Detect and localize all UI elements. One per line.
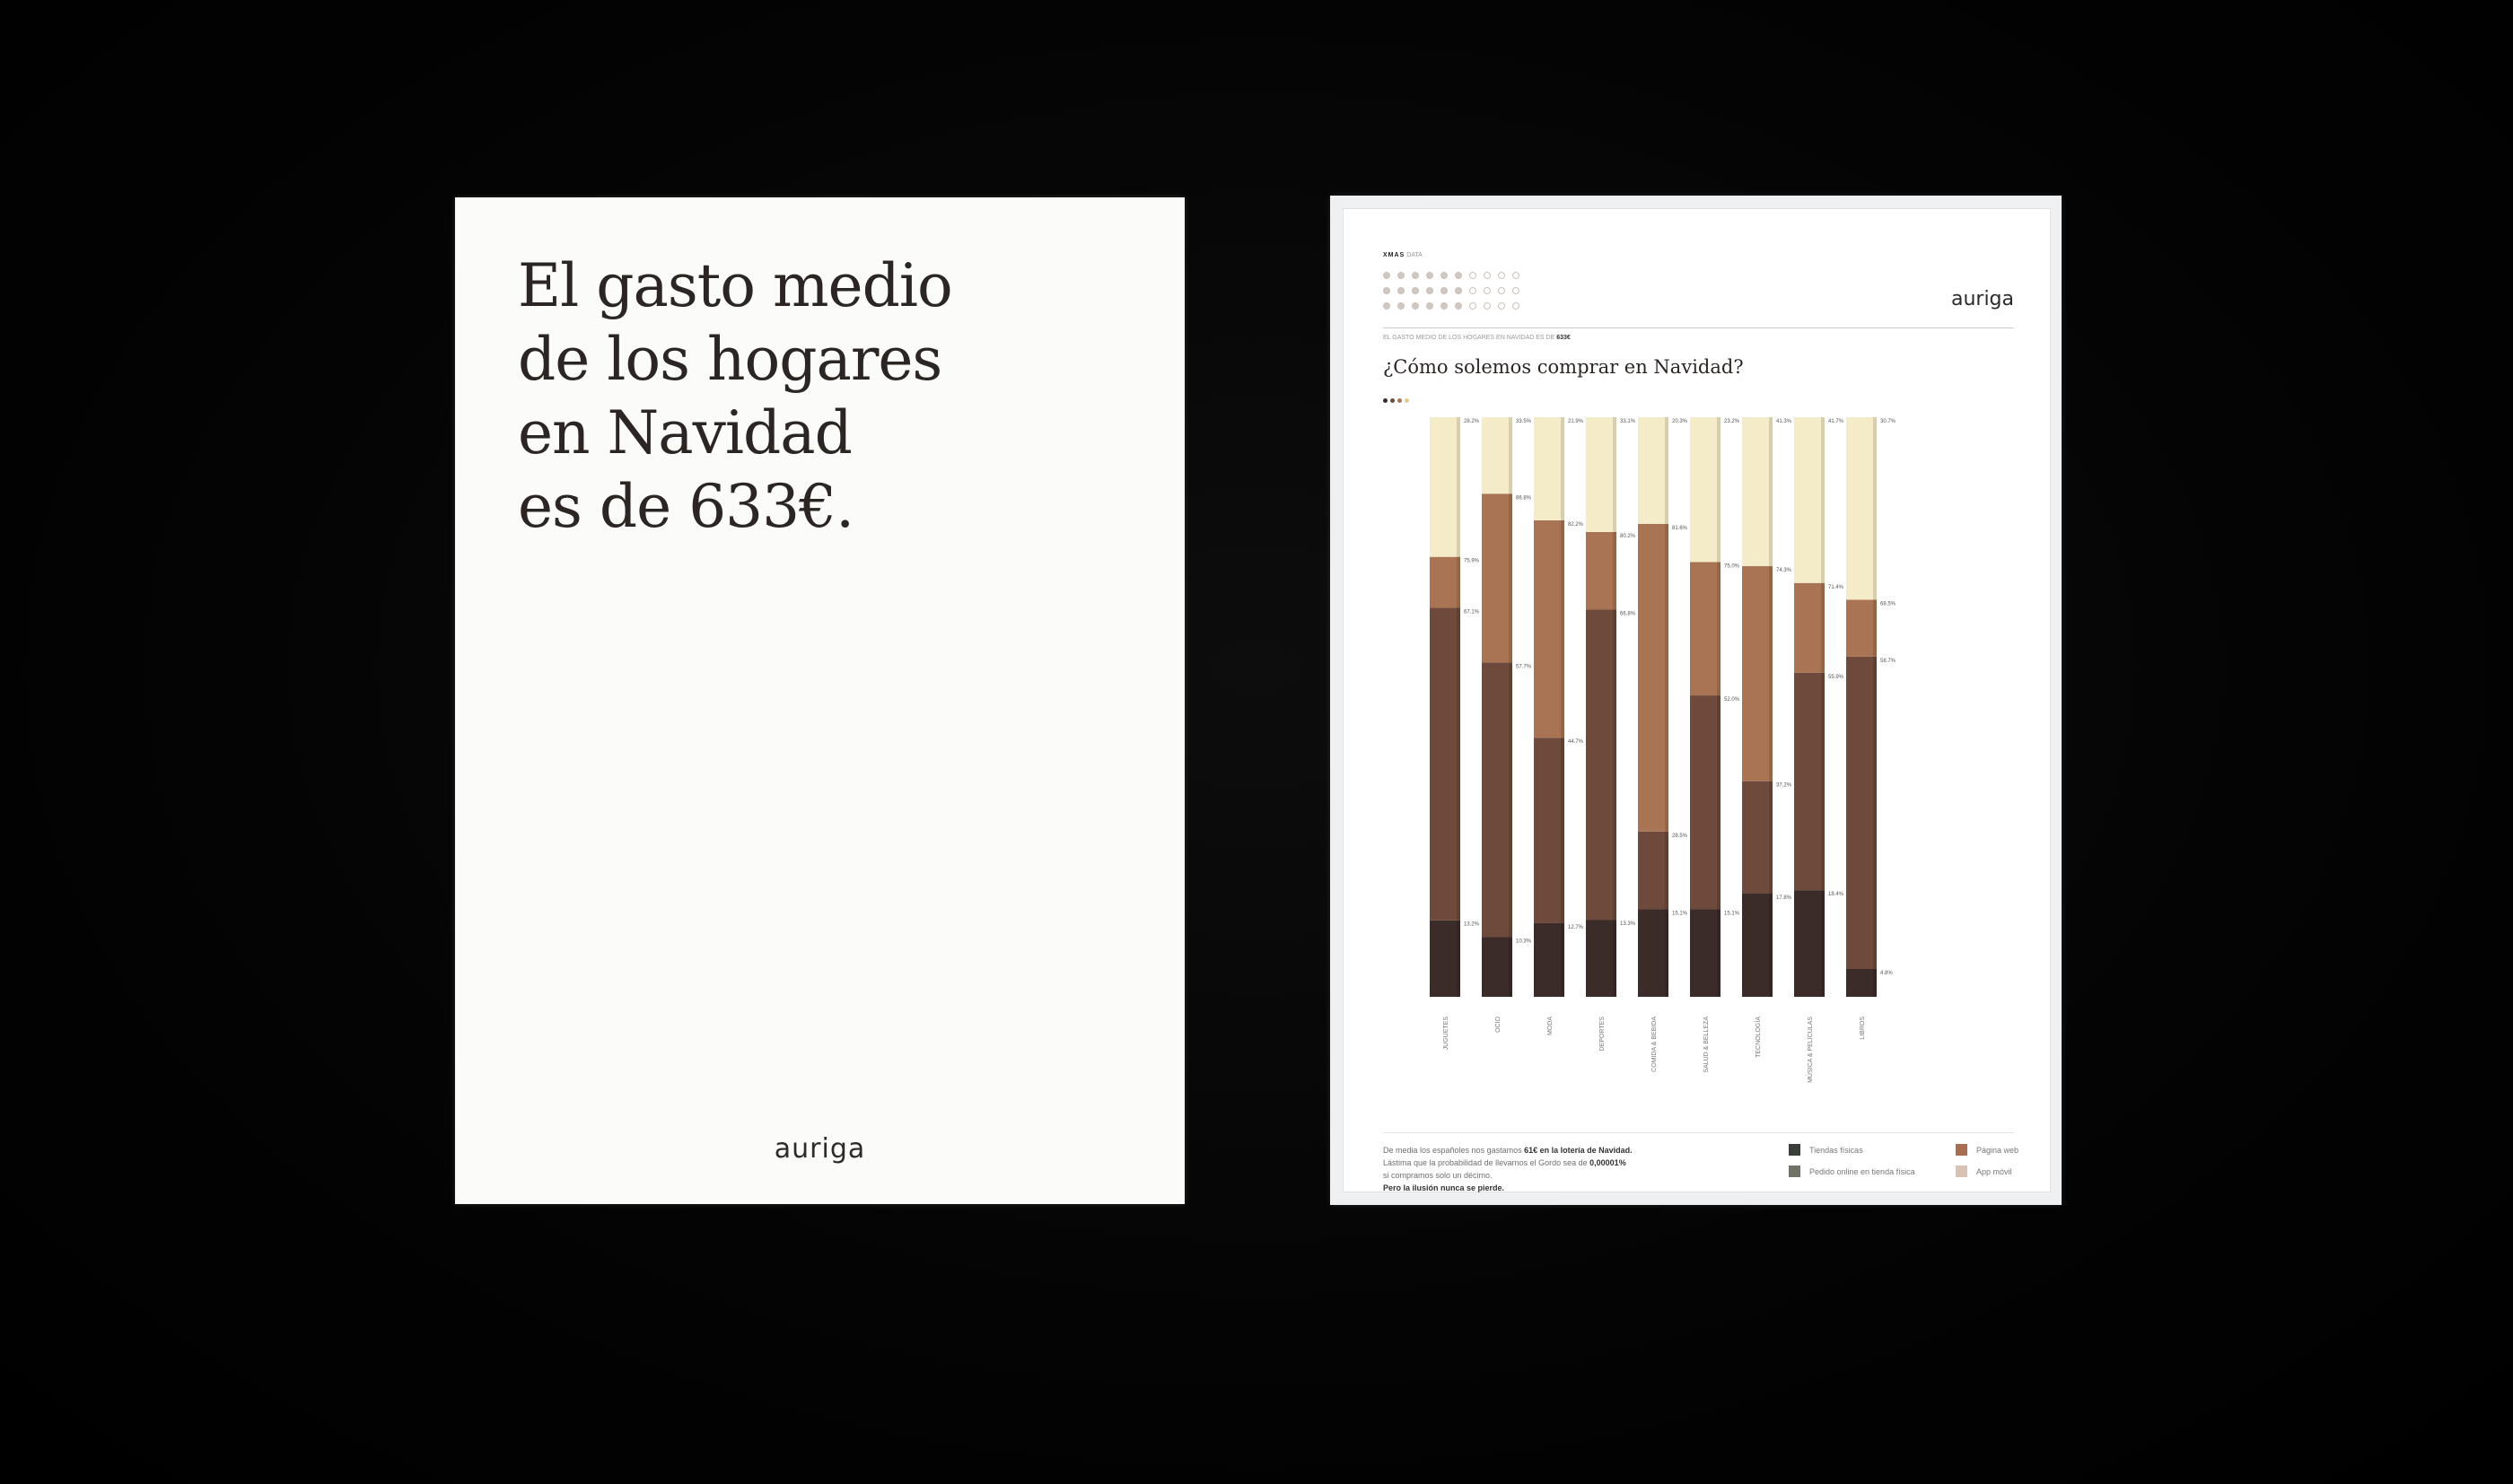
data-label: 68.5%	[1880, 601, 1896, 607]
subhead-value: 633€	[1556, 335, 1571, 341]
bar-segment-app-m-vil	[1846, 417, 1877, 599]
data-label: 52.0%	[1724, 697, 1740, 703]
bar-shadow	[1821, 417, 1825, 997]
category-label: TECNOLOGÍA	[1756, 1017, 1762, 1058]
category-label: JUGUETES	[1443, 1017, 1449, 1051]
data-label: 75.9%	[1464, 558, 1480, 564]
data-label: 18.4%	[1828, 892, 1844, 898]
data-label: 86.8%	[1516, 495, 1532, 502]
data-label: 33.1%	[1620, 419, 1636, 424]
poster-tray	[1330, 196, 2062, 1205]
poster-title: ¿Cómo solemos comprar en Navidad?	[1383, 356, 1744, 378]
bar-segment-p-gina-web	[1742, 566, 1773, 781]
data-label: 67.1%	[1464, 609, 1480, 615]
data-label: 41.7%	[1828, 419, 1844, 424]
bar-segment-p-gina-web	[1482, 493, 1512, 662]
chart-legend	[1789, 1144, 2031, 1189]
bar-segment-pedido-online-en-tienda-f-sica	[1430, 608, 1460, 921]
stacked-bar-chart	[1344, 209, 2050, 1106]
subhead-text: EL GASTO MEDIO DE LOS HOGARES EN NAVIDAD ES DE	[1383, 335, 1555, 341]
bar-segment-app-m-vil	[1690, 417, 1721, 563]
data-label: 58.7%	[1880, 658, 1896, 664]
bar-segment-p-gina-web	[1534, 520, 1564, 738]
legend-item-app-movil	[1956, 1165, 2012, 1177]
data-label: 30.7%	[1880, 419, 1896, 424]
legend-label: Página web	[1976, 1145, 2019, 1155]
cover-headline	[518, 249, 952, 544]
data-label: 75.0%	[1724, 563, 1740, 570]
data-label: 13.3%	[1620, 921, 1636, 928]
legend-label: App móvil	[1976, 1166, 2012, 1176]
note-line2-a: Lástima que la probabilidad de llevarnos el Gordo sea de	[1383, 1158, 1590, 1167]
data-label: 10.3%	[1516, 938, 1532, 945]
bar-segment-tiendas-f-sicas	[1586, 920, 1616, 997]
legend-label: Tiendas físicas	[1809, 1145, 1863, 1155]
bar-shadow	[1561, 417, 1564, 997]
data-label: 28.2%	[1464, 419, 1480, 424]
bar-segment-app-m-vil	[1794, 417, 1825, 583]
category-label: DEPORTES	[1599, 1017, 1606, 1052]
kicker-bold: XMAS	[1383, 252, 1405, 258]
headline-line-2: de los hogares	[518, 325, 942, 394]
data-label: 57.7%	[1516, 664, 1532, 670]
category-label: MÚSICA & PELÍCULAS	[1808, 1017, 1814, 1083]
bar-segment-tiendas-f-sicas	[1690, 909, 1721, 997]
bar-segment-p-gina-web	[1586, 532, 1616, 610]
data-label: 21.9%	[1568, 419, 1584, 424]
bar-segment-p-gina-web	[1690, 563, 1721, 696]
data-label: 37.2%	[1776, 782, 1792, 789]
headline-line-4: es de 633€.	[518, 472, 854, 541]
auriga-logo: auriga	[774, 1133, 866, 1165]
data-label: 15.1%	[1724, 911, 1740, 917]
category-label: COMIDA & BEBIDA	[1651, 1017, 1658, 1072]
data-label: 20.3%	[1672, 419, 1688, 424]
bar-segment-tiendas-f-sicas	[1638, 909, 1668, 997]
bar-shadow	[1769, 417, 1773, 997]
bar-segment-pedido-online-en-tienda-f-sica	[1638, 832, 1668, 910]
bar-segment-pedido-online-en-tienda-f-sica	[1534, 738, 1564, 923]
data-label: 28.5%	[1672, 833, 1688, 839]
bar-shadow	[1717, 417, 1721, 997]
note-line4: Pero la ilusión nunca se pierde.	[1383, 1183, 1505, 1192]
data-label: 15.1%	[1672, 911, 1688, 917]
bar-segment-app-m-vil	[1430, 417, 1460, 557]
legend-swatch	[1789, 1144, 1800, 1156]
data-label: 12.7%	[1568, 924, 1584, 930]
bar-segment-tiendas-f-sicas	[1846, 969, 1877, 997]
bar-segment-pedido-online-en-tienda-f-sica	[1586, 609, 1616, 920]
kicker-light: DATA	[1406, 252, 1423, 258]
data-label: 74.3%	[1776, 568, 1792, 574]
bar-shadow	[1665, 417, 1668, 997]
bar-shadow	[1613, 417, 1616, 997]
data-label: 81.6%	[1672, 525, 1688, 531]
legend-swatch	[1956, 1165, 1967, 1177]
category-label: LIBROS	[1860, 1017, 1866, 1040]
bar-segment-pedido-online-en-tienda-f-sica	[1846, 657, 1877, 969]
bar-segment-p-gina-web	[1846, 599, 1877, 656]
data-label: 41.3%	[1776, 419, 1792, 424]
data-label: 23.2%	[1724, 419, 1740, 424]
note-line1-b: 61€ en la lotería de Navidad.	[1524, 1146, 1633, 1155]
legend-swatch	[1956, 1144, 1967, 1156]
poster-auriga-logo: auriga	[1950, 288, 2014, 310]
category-label: MODA	[1547, 1017, 1554, 1035]
bar-segment-pedido-online-en-tienda-f-sica	[1690, 695, 1721, 909]
data-label: 71.4%	[1828, 584, 1844, 590]
bar-segment-app-m-vil	[1586, 417, 1616, 532]
bar-segment-tiendas-f-sicas	[1794, 890, 1825, 997]
category-label: OCIO	[1495, 1017, 1502, 1033]
data-label: 82.2%	[1568, 521, 1584, 528]
bar-segment-app-m-vil	[1482, 417, 1512, 493]
bar-segment-pedido-online-en-tienda-f-sica	[1482, 662, 1512, 937]
bar-segment-tiendas-f-sicas	[1742, 894, 1773, 997]
bar-segment-tiendas-f-sicas	[1482, 937, 1512, 997]
cover-card	[455, 197, 1185, 1204]
bar-segment-tiendas-f-sicas	[1534, 923, 1564, 997]
bar-segment-app-m-vil	[1534, 417, 1564, 520]
bar-shadow	[1457, 417, 1460, 997]
bar-segment-tiendas-f-sicas	[1430, 921, 1460, 997]
category-label: SALUD & BELLEZA	[1703, 1017, 1710, 1073]
note-line1-a: De media los españoles nos gastamos	[1383, 1146, 1525, 1155]
legend-item-tiendas	[1789, 1144, 1863, 1156]
data-label: 44.7%	[1568, 739, 1584, 746]
legend-label: Pedido online en tienda física	[1809, 1166, 1915, 1176]
bar-segment-p-gina-web	[1638, 524, 1668, 832]
bar-segment-app-m-vil	[1638, 417, 1668, 524]
bar-segment-pedido-online-en-tienda-f-sica	[1794, 673, 1825, 890]
bar-segment-pedido-online-en-tienda-f-sica	[1742, 781, 1773, 894]
headline-line-1: El gasto medio	[518, 251, 952, 320]
note-line3: si compramos solo un décimo.	[1383, 1171, 1493, 1180]
bar-segment-p-gina-web	[1430, 557, 1460, 608]
infographic-poster	[1343, 208, 2051, 1192]
data-label: 66.8%	[1620, 611, 1636, 617]
headline-line-3: en Navidad	[518, 398, 852, 467]
data-label: 17.8%	[1776, 895, 1792, 902]
data-label: 55.9%	[1828, 674, 1844, 680]
legend-item-pedido-online	[1789, 1165, 1915, 1177]
data-label: 4.8%	[1880, 970, 1893, 976]
bar-segment-p-gina-web	[1794, 583, 1825, 673]
lottery-note	[1383, 1144, 1724, 1194]
note-line2-b: 0,00001%	[1589, 1158, 1626, 1167]
bar-segment-app-m-vil	[1742, 417, 1773, 566]
bar-shadow	[1873, 417, 1877, 997]
data-label: 33.5%	[1516, 419, 1532, 424]
data-label: 80.2%	[1620, 533, 1636, 539]
data-label: 13.2%	[1464, 921, 1480, 928]
footer-divider	[1383, 1132, 2014, 1133]
legend-swatch	[1789, 1165, 1800, 1177]
bar-shadow	[1509, 417, 1512, 997]
legend-item-pagina-web	[1956, 1144, 2018, 1156]
